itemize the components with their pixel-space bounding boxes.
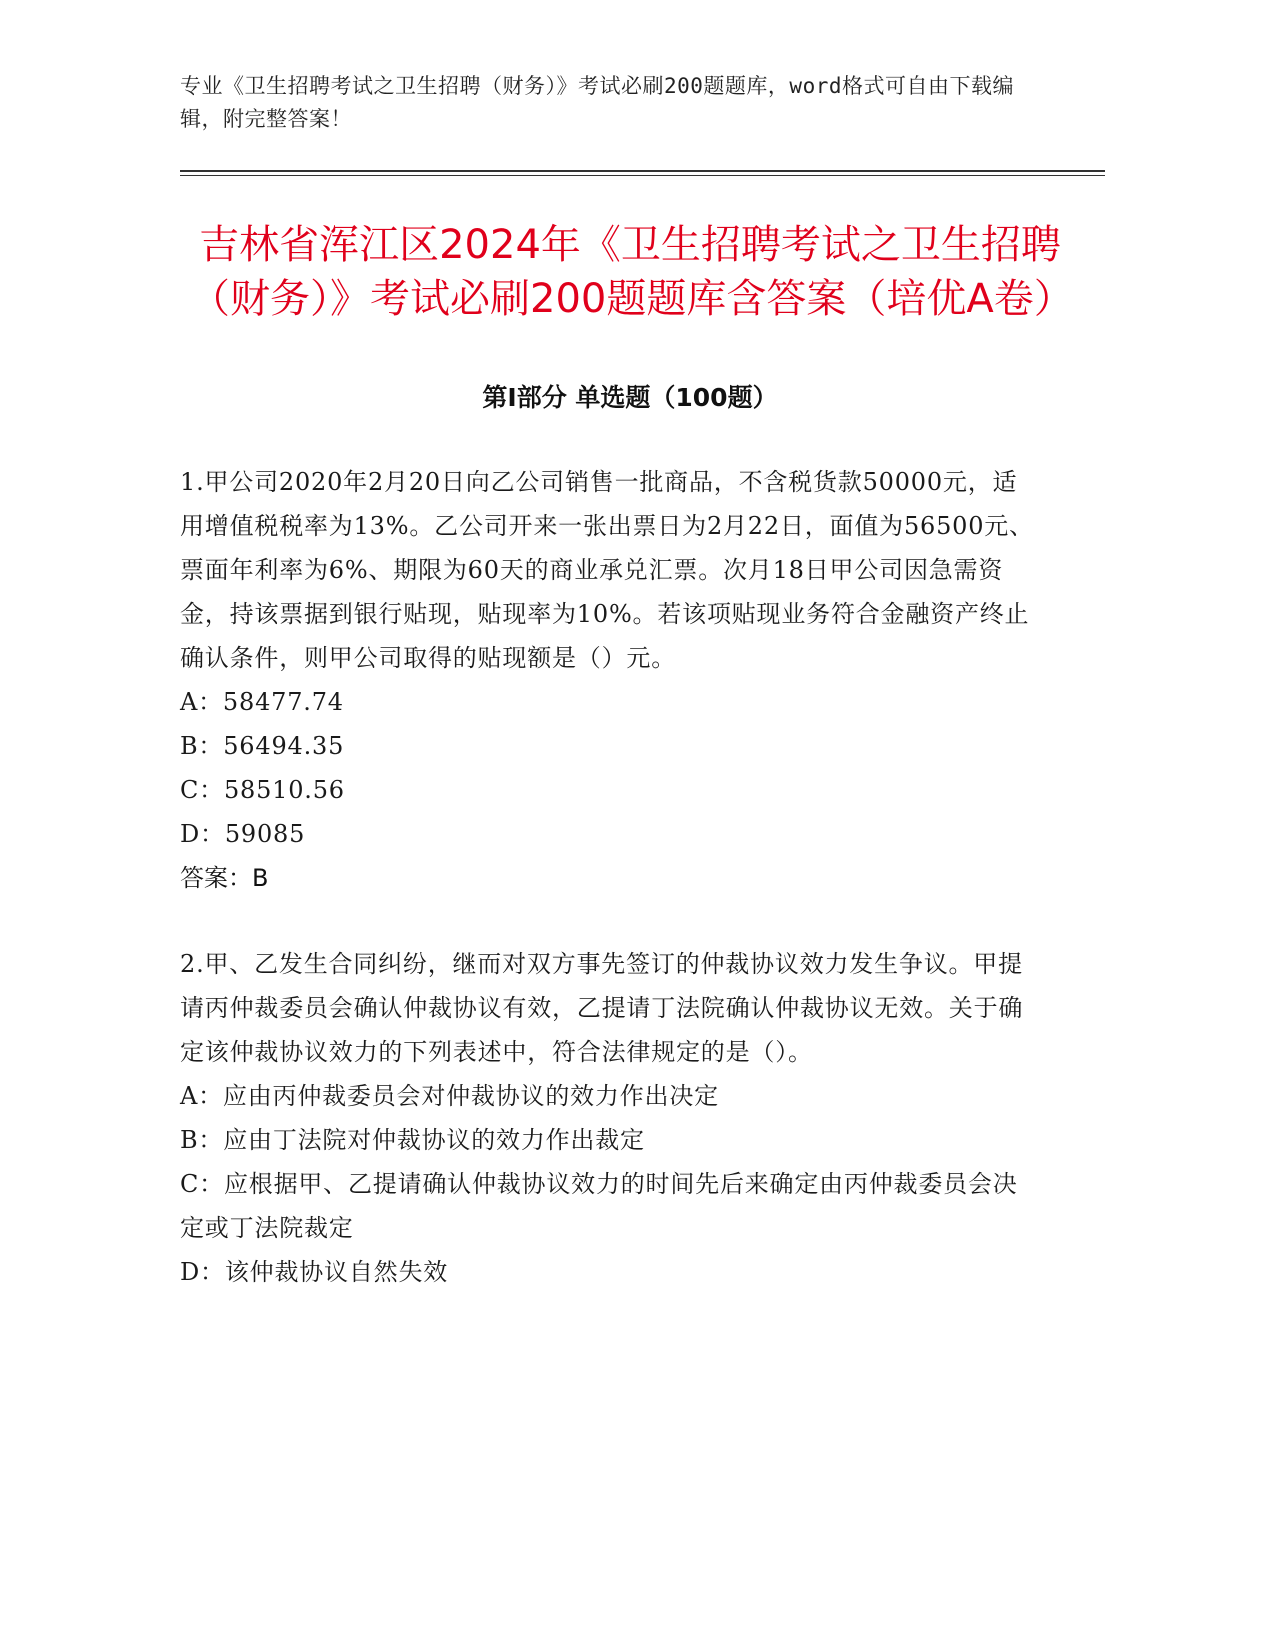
option-c: C：58510.56 <box>180 776 345 804</box>
option-b: B：56494.35 <box>180 732 345 760</box>
document-page <box>180 70 1105 1294</box>
question-2 <box>180 942 1040 1294</box>
document-title: 吉林省浑江区2024年《卫生招聘考试之卫生招聘（财务）》考试必刷200题题库含答案（培优A卷） <box>190 222 1074 322</box>
header-divider <box>180 170 1105 176</box>
option-a: A：58477.74 <box>180 688 344 716</box>
option-b: B：应由丁法院对仲裁协议的效力作出裁定 <box>180 1126 645 1154</box>
answer-line: 答案：B <box>180 864 269 892</box>
option-d: D：该仲裁协议自然失效 <box>180 1258 449 1286</box>
section-heading: 第Ⅰ部分 单选题（100题） <box>482 383 778 412</box>
header-note: 专业《卫生招聘考试之卫生招聘（财务）》考试必刷200题题库，word格式可自由下载编辑，附完整答案！ <box>180 74 1014 131</box>
option-d: D：59085 <box>180 820 306 848</box>
option-a: A：应由丙仲裁委员会对仲裁协议的效力作出决定 <box>180 1082 719 1110</box>
question-1 <box>180 460 1040 900</box>
question-stem: 1.甲公司2020年2月20日向乙公司销售一批商品，不含税货款50000元，适用增值税税率为13%。乙公司开来一张出票日为2月22日，面值为56500元、票面年利率为6%、期限为60天的商业承兑汇票。次月18日甲公司因急需资金，持该票据到银行贴现，贴现率为10%。若该项贴现业务符合金融资产终止确认条件，则甲公司取得的贴现额是（）元。 <box>180 468 1034 672</box>
question-stem: 2.甲、乙发生合同纠纷，继而对双方事先签订的仲裁协议效力发生争议。甲提请丙仲裁委员会确认仲裁协议有效，乙提请丁法院确认仲裁协议无效。关于确定该仲裁协议效力的下列表述中，符合法律规定的是（）。 <box>180 950 1024 1066</box>
option-c: C：应根据甲、乙提请确认仲裁协议效力的时间先后来确定由丙仲裁委员会决定或丁法院裁定 <box>180 1170 1018 1242</box>
